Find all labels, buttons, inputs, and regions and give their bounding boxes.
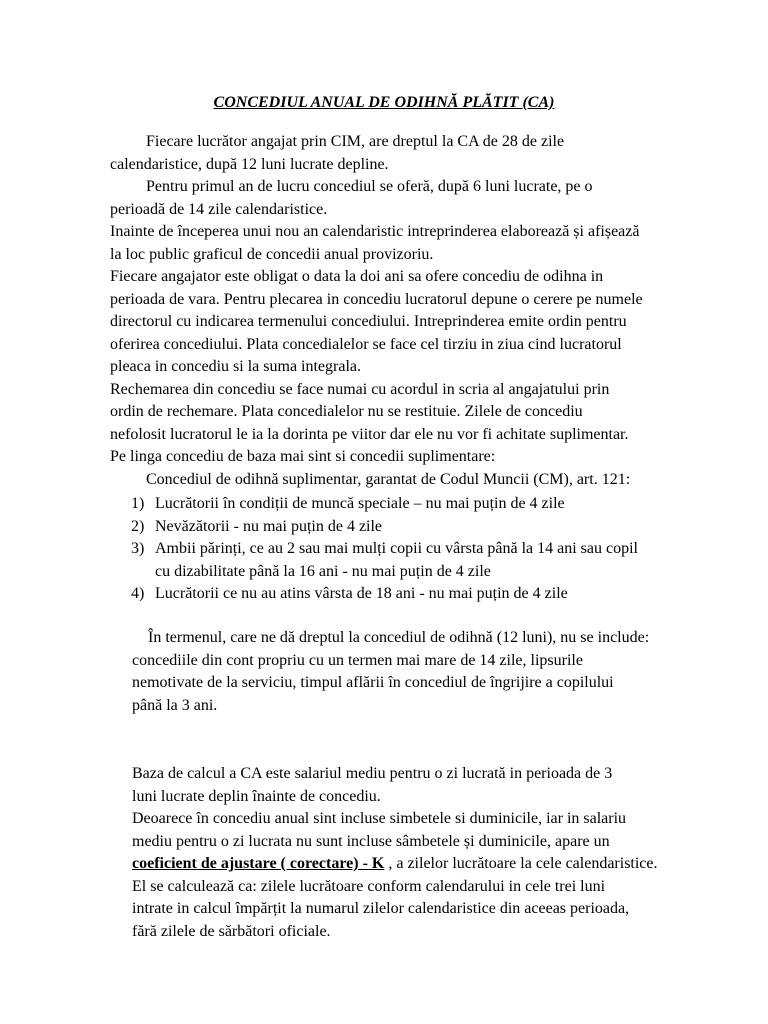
list-item-number: 4) [131,585,145,602]
para-1-line-1: Fiecare lucrător angajat prin CIM, are dreptul la CA de 28 de zile [146,133,565,150]
para-11-line-3: fără zilele de sărbători oficiale. [132,922,331,940]
list-item-text: Ambii părinți, ce au 2 sau mai mulți copii cu vârsta până la 14 ani sau copil [155,540,638,557]
para-8-line-3: nemotivate de la serviciu, timpul aflării în concediul de îngrijire a copilului [132,674,614,691]
calculation-paragraph [132,763,722,943]
para-8-line-1: În termenul, care ne dă dreptul la concediul de odihnă (12 luni), nu se include: [148,629,650,646]
list-item-text: Lucrătorii ce nu au atins vârsta de 18 ani - nu mai puțin de 4 zile [155,585,568,602]
para-10-line-3 [132,853,722,876]
list-item [131,583,745,606]
para-9-line-2: luni lucrate deplin înainte de concediu. [132,787,381,805]
para-4-line-2: perioada de vara. Pentru plecarea in concediu lucratorul depune o cerere pe numele [110,290,643,308]
para-7-line-1: Concediul de odihnă suplimentar, garantat de Codul Muncii (CM), art. 121: [146,470,631,488]
para-1-line-2: calendaristice, după 12 luni lucrate depline. [110,155,389,173]
para-10-line-1: Deoarece în concediu anual sint incluse simbetele si duminicile, iar in salariu [132,810,627,827]
para-9-line-1: Baza de calcul a CA este salariul mediu pentru o zi lucrată in perioada de 3 [132,765,613,782]
para-4-line-5: pleaca in concediu si la suma integrala. [110,358,362,375]
para-4-line-1: Fiecare angajator este obligat o data la doi ani sa ofere concediu de odihna in [110,268,604,285]
list-item-text-cont: cu dizabilitate până la 16 ani - nu mai puțin de 4 zile [155,562,491,580]
list-item-number: 2) [131,517,145,535]
list-item [131,516,745,539]
list-item-text: Lucrătorii în condiții de muncă speciale – nu mai puțin de 4 zile [155,495,565,512]
list-item-text: Nevăzătorii - nu mai puțin de 4 zile [155,517,383,535]
adjustment-coefficient-term: coeficient de ajustare ( corectare) - K [132,855,385,872]
para-3-line-1: Inainte de începerea unui nou an calendaristic intreprinderea elaborează și afișează [110,223,640,240]
document-title: CONCEDIUL ANUAL DE ODIHNĂ PLĂTIT (CA) [213,94,555,111]
list-item [131,493,745,516]
body-text-top [110,131,720,491]
para-8-line-2: concediile din cont propriu cu un termen mai mare de 14 zile, lipsurile [132,651,583,669]
para-4-line-4: oferirea concediului. Plata concedialelor se face cel tirziu in ziua cind lucratorul [110,335,622,353]
para-4-line-3: directorul cu indicarea termenului concediului. Intreprinderea emite ordin pentru [110,313,627,330]
para-11-line-1: El se calculează ca: zilele lucrătoare conform calendarului in cele trei luni [132,877,606,895]
para-2-line-2: perioadă de 14 zile calendaristice. [110,200,328,218]
para-3-line-2: la loc public graficul de concedii anual provizoriu. [110,245,434,263]
para-5-line-2: ordin de rechemare. Plata concedialelor nu se restituie. Zilele de concediu [110,403,583,420]
list-item [131,538,745,583]
list-item-number: 1) [131,495,145,512]
para-10-line-3-rest: , a zilelor lucrătoare la cele calendaristice. [384,855,658,872]
list-item-number: 3) [131,540,145,557]
para-8-line-4: până la 3 ani. [132,696,218,714]
para-5-line-3: nefolosit lucratorul le ia la dorinta pe viitor dar ele nu vor fi achitate suplimentar. [110,425,629,443]
para-6-line-1: Pe linga concediu de baza mai sint si concedii suplimentare: [110,448,496,465]
exclusions-paragraph [132,627,722,717]
para-11-line-2: intrate in calcul împărțit la numarul zilelor calendaristice din aceeas perioada, [132,900,630,917]
para-5-line-1: Rechemarea din concediu se face numai cu acordul in scria al angajatului prin [110,380,610,398]
para-10-line-2: mediu pentru o zi lucrata nu sunt incluse sâmbetele și duminicile, apare un [132,832,610,850]
para-2-line-1: Pentru primul an de lucru concediul se oferă, după 6 luni lucrate, pe o [146,178,593,195]
supplementary-leave-list [131,493,745,606]
